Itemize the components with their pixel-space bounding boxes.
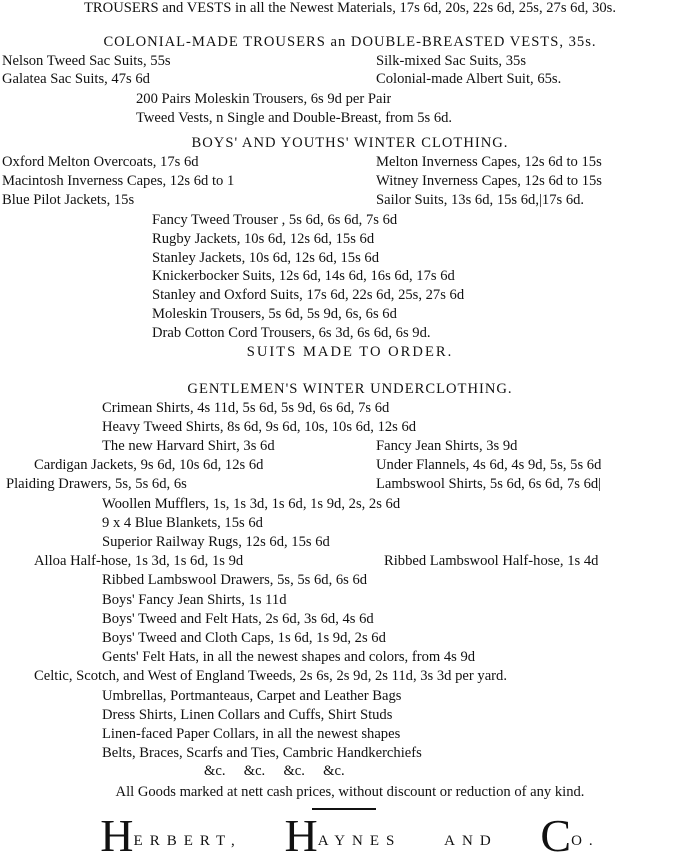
boys-item: Stanley and Oxford Suits, 17s 6d, 22s 6d, 25s, 27s 6d bbox=[152, 287, 465, 303]
firm-word-and: AND bbox=[444, 833, 498, 849]
firm-word-co bbox=[540, 810, 600, 861]
colonial-row-2-right: Colonial-made Albert Suit, 65s. bbox=[376, 71, 562, 87]
gentlemen-item: Linen-faced Paper Collars, in all the newest shapes bbox=[102, 726, 401, 742]
divider-rule bbox=[312, 808, 376, 810]
suits-made-to-order: SUITS MADE TO ORDER. bbox=[246, 344, 454, 360]
trousers-vests-line: TROUSERS and VESTS in all the Newest Materials, 17s 6d, 20s, 22s 6d, 25s, 27s 6d, 30s. bbox=[84, 0, 616, 16]
firm-word-rest: AYNES bbox=[317, 833, 402, 849]
gentlemen-item: Dress Shirts, Linen Collars and Cuffs, Shirt Studs bbox=[102, 707, 393, 723]
colonial-item: 200 Pairs Moleskin Trousers, 6s 9d per Pair bbox=[136, 91, 392, 107]
boys-item: Moleskin Trousers, 5s 6d, 5s 9d, 6s, 6s 6d bbox=[152, 306, 397, 322]
lambswool-right: Lambswool Shirts, 5s 6d, 6s 6d, 7s 6d| bbox=[376, 476, 602, 492]
colonial-heading: COLONIAL-MADE TROUSERS an DOUBLE-BREASTED VESTS, 35s. bbox=[103, 34, 597, 50]
fancy-jean-right: Fancy Jean Shirts, 3s 9d bbox=[376, 438, 518, 454]
gentlemen-item: Ribbed Lambswool Drawers, 5s, 5s 6d, 6s 6d bbox=[102, 572, 368, 588]
tweeds-line: Celtic, Scotch, and West of England Tweeds, 2s 6s, 2s 9d, 2s 11d, 3s 3d per yard. bbox=[34, 668, 507, 684]
gentlemen-item: Boys' Tweed and Felt Hats, 2s 6d, 3s 6d, 4s 6d bbox=[102, 611, 374, 627]
ribbed-half-hose-right: Ribbed Lambswool Half-hose, 1s 4d bbox=[384, 553, 599, 569]
etcetera-line: &c. &c. &c. &c. bbox=[204, 763, 345, 779]
boys-row-2-right: Witney Inverness Capes, 12s 6d to 15s bbox=[376, 173, 602, 189]
gentlemen-item: Crimean Shirts, 4s 11d, 5s 6d, 5s 9d, 6s 6d, 7s 6d bbox=[102, 400, 390, 416]
firm-word-rest: O. bbox=[571, 833, 600, 849]
gentlemen-item: Umbrellas, Portmanteaus, Carpet and Leather Bags bbox=[102, 688, 402, 704]
firm-word-rest: ERBERT, bbox=[133, 833, 242, 849]
colonial-row-2-left: Galatea Sac Suits, 47s 6d bbox=[2, 71, 150, 87]
alloa-left: Alloa Half-hose, 1s 3d, 1s 6d, 1s 9d bbox=[34, 553, 244, 569]
gentlemen-item: Heavy Tweed Shirts, 8s 6d, 9s 6d, 10s, 10s 6d, 12s 6d bbox=[102, 419, 417, 435]
harvard-shirt-left: The new Harvard Shirt, 3s 6d bbox=[102, 438, 275, 454]
gentlemen-item: Belts, Braces, Scarfs and Ties, Cambric Handkerchiefs bbox=[102, 745, 422, 761]
gentlemen-heading: GENTLEMEN'S WINTER UNDERCLOTHING. bbox=[187, 381, 513, 397]
gentlemen-item: Boys' Fancy Jean Shirts, 1s 11d bbox=[102, 592, 287, 608]
boys-item: Rugby Jackets, 10s 6d, 12s 6d, 15s 6d bbox=[152, 231, 375, 247]
boys-row-2-left: Macintosh Inverness Capes, 12s 6d to 1 bbox=[2, 173, 235, 189]
gentlemen-item: Superior Railway Rugs, 12s 6d, 15s 6d bbox=[102, 534, 330, 550]
boys-item: Fancy Tweed Trouser , 5s 6d, 6s 6d, 7s 6d bbox=[152, 212, 398, 228]
firm-initial: H bbox=[284, 810, 318, 861]
firm-word-herbert bbox=[100, 810, 242, 861]
colonial-row-1-right: Silk-mixed Sac Suits, 35s bbox=[376, 53, 526, 69]
boys-item: Knickerbocker Suits, 12s 6d, 14s 6d, 16s 6d, 17s 6d bbox=[152, 268, 455, 284]
colonial-item: Tweed Vests, n Single and Double-Breast, from 5s 6d. bbox=[136, 110, 453, 126]
gentlemen-item: Gents' Felt Hats, in all the newest shapes and colors, from 4s 9d bbox=[102, 649, 476, 665]
firm-initial: H bbox=[100, 810, 134, 861]
boys-row-1-right: Melton Inverness Capes, 12s 6d to 15s bbox=[376, 154, 602, 170]
gentlemen-item: Woollen Mufflers, 1s, 1s 3d, 1s 6d, 1s 9d, 2s, 2s 6d bbox=[102, 496, 401, 512]
boys-row-3-left: Blue Pilot Jackets, 15s bbox=[2, 192, 135, 208]
firm-name bbox=[0, 810, 700, 861]
boys-row-1-left: Oxford Melton Overcoats, 17s 6d bbox=[2, 154, 199, 170]
boys-heading: BOYS' AND YOUTHS' WINTER CLOTHING. bbox=[191, 135, 509, 151]
boys-item: Stanley Jackets, 10s 6d, 12s 6d, 15s 6d bbox=[152, 250, 380, 266]
firm-initial: C bbox=[540, 810, 572, 861]
boys-item: Drab Cotton Cord Trousers, 6s 3d, 6s 6d, 6s 9d. bbox=[152, 325, 431, 341]
gentlemen-item: 9 x 4 Blue Blankets, 15s 6d bbox=[102, 515, 263, 531]
gentlemen-item: Boys' Tweed and Cloth Caps, 1s 6d, 1s 9d, 2s 6d bbox=[102, 630, 386, 646]
terms-line: All Goods marked at nett cash prices, without discount or reduction of any kind. bbox=[115, 784, 585, 800]
firm-word-haynes bbox=[284, 810, 402, 861]
colonial-row-1-left: Nelson Tweed Sac Suits, 55s bbox=[2, 53, 171, 69]
plaiding-left: Plaiding Drawers, 5s, 5s 6d, 6s bbox=[6, 476, 187, 492]
boys-row-3-right: Sailor Suits, 13s 6d, 15s 6d,|17s 6d. bbox=[376, 192, 585, 208]
cardigan-left: Cardigan Jackets, 9s 6d, 10s 6d, 12s 6d bbox=[34, 457, 264, 473]
flannels-right: Under Flannels, 4s 6d, 4s 9d, 5s, 5s 6d bbox=[376, 457, 602, 473]
